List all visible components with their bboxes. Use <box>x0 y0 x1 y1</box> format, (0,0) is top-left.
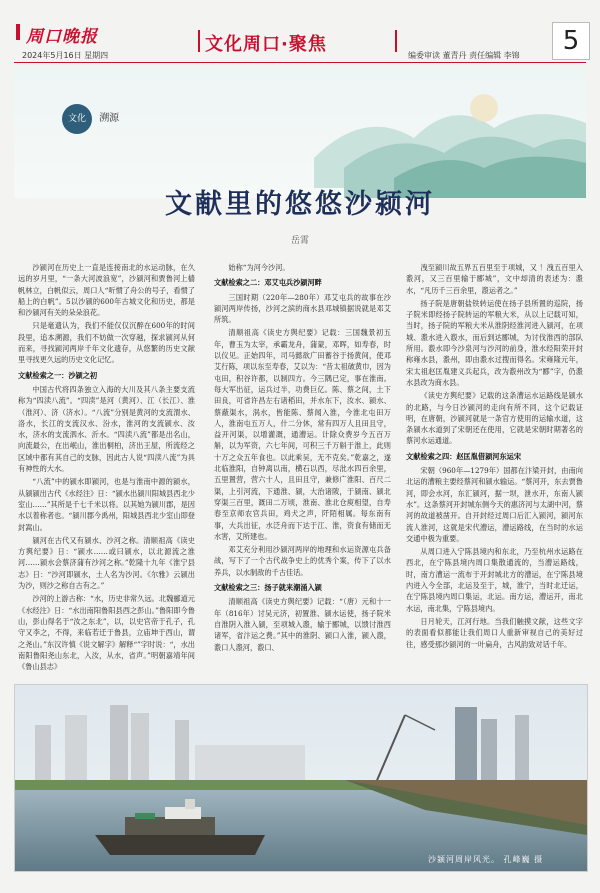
article-column-3 <box>406 262 583 649</box>
masthead: 周口晚报 <box>26 27 98 47</box>
section-tag <box>62 104 119 134</box>
section-subhead: 文献检索之一：沙颍之初 <box>18 370 98 380</box>
paragraph: 日月轮天，江河行地。当我们触摸文献，这些文字的表面看似都能让我们周口人重新审视自己的美好过往，感受那沙颍河的一叶扁舟，古风韵致对话千年。 <box>406 616 583 649</box>
paragraph: 从周口进入宁陈县境内和东北，乃至杭州水运路在西北，在宁陈县境内周口集散通流的，当漕运路线，时，南方漕运一流布于开封城北方的漕运，在宁陈县境内进入今全部，北运及至于，城，淮宁，当时北迁运，在宁陈县境内周口集运，北运。南方运，漕运开，南北水运，南北集，宁陈县境内。 <box>406 547 583 613</box>
paragraph: 沙颍河在历史上一直是连接南北的水运动脉，在久远的岁月里，“一条大河波浪宽”，沙颍河和贾鲁河上樯帆林立，白帆似云，周口人“听惯了舟公的号子，看惯了船上的白帆”。5以沙颍的600年古城文化和历史，都是和沙颍河有关的朵朵浪花。 <box>18 263 195 318</box>
article-column-1 <box>18 262 195 742</box>
masthead-mark <box>16 24 20 40</box>
paragraph: 中国古代将四条独立入海的大川及其八条主要支流称为“四渎八流”。“四渎”是河（黄河）、江（长江）、淮（淮河）、济（济水）。“八流”分别是黄河的支流渭水、洛水，长江的支流汉水、汾水，淮河的支流颍水、汝水，济水的支流泗水、沂水。“四渎八流”都是出名山，向流最公，在出岷山，淮出桐柏，济出王屋，所流经之区域中都有其自己的支脉，因此古人说“四渎八流”为具有神性的大水。 <box>18 384 195 474</box>
section-subhead: 文献检索之三：扬子就来潮涌入颍 <box>214 583 322 593</box>
article-author: 岳霄 <box>290 236 309 246</box>
tag-badge: 文化 <box>62 104 92 134</box>
paragraph: 宋朝（960年—1279年）国都在汴梁开封，由南向北运的漕粮主要经蔡河和颍水输运。“蔡河开，东去贾鲁河，即会水河，东汇颍河，据一坝，泄水开，东南人颍水”。这条蔡河开封城东侧今天的惠济河与太湖中河，蔡河的故道被凿开。自开封经过周口后汇入颍河，颍河东流人淮河，这就是宋代漕运，漕运路线，在当时的水运交通中极为重要。 <box>406 466 583 543</box>
paragraph: 扬子院是唐朝盐铁转运使在扬子县所置的巡院，扬子院米即经扬子院转运的军粮大米，从以上记载可知，当时，扬子院的军粮大米从淮阴经淮河进入颍河，在项城、溵水进入溵水，而后到达郾城，为讨伐淮西的部队所用。溵水即今沙泉河与沙河的前身，淮水经阳荣开封称雍水县，溵州，即由溵水过搜而得名。宋雍隆元年，宋太祖赵匡胤建义兵起兵，改为溵州改为“郾”字，仍溵水县改为商水县。 <box>406 298 583 387</box>
article-column-2 <box>214 262 391 692</box>
page-number: 5 <box>552 22 590 60</box>
river-photo <box>14 684 588 872</box>
section-subhead: 文献检索之四：赵匡胤借颍河东运宋 <box>406 451 522 461</box>
header-rule <box>14 62 586 63</box>
editor-credits: 编委审读 董青丹 责任编辑 李锦 <box>408 51 520 60</box>
page-header <box>0 0 600 62</box>
section-divider-right <box>395 30 397 52</box>
paragraph: 邓艾充分利用沙颍河两岸的地理和水运资源屯兵备战，写下了一个古代战争史上的优秀个案，传下了以水养兵，以水制敌的千古佳话。 <box>214 545 391 577</box>
section-title: 文化周口·聚焦 <box>205 34 327 55</box>
tag-sub: 溯源 <box>99 113 120 124</box>
photo-caption: 沙颍河周岸风光。 孔峰巍 摄 <box>428 855 544 864</box>
paragraph: 洩至颍川故五界五百里至于项城，又 ！洩五百里入溵河，又三百里输于郾城”，文中却清的表述为：溵水，“凡历千三百余里，溵运者之。” <box>406 263 583 295</box>
paragraph: 沙河的上游古称：“水，历史非常久远。北魏郦道元《水经注》日：“水出南阳鲁阳县西之彭山。”鲁阳即今鲁山，彭山得名于“汝之东北”，以，以史官帝于孔子，孔守又李之，不得，来临若迁于鲁县，立庙坤于西山，谓之尧山。”东汉许慎《说文解字》解释“”字时说：“，水出南阳鲁阳尧山东北，入汝，从水，省声。”明朝嘉靖年间《鲁山县志》 <box>18 594 195 672</box>
section-subhead: 文献检索之二：邓艾屯兵沙颍河畔 <box>214 278 322 288</box>
paragraph: 只是毫遗认为，我们不能仅仅沉醉在600年的时间段里，追本溯源，我们不妨做一次穿越，探求颍河从何而来，寻找颍河两岸千年文化遗存，从悠繁的历史文献里寻找更久远的历史文化记忆。 <box>18 321 195 365</box>
paragraph: 清顺祖高《读史方舆纪要》记载：“（唐）元和十一年（816年）讨吴元济，初置淮、颍水运使，扬子院米自淮阴入淮入颍，至项城入溵，输于郾城，以馈讨淮西诸军，省汴运之费。”其中的淮阴、颍口入淮，颍入溵，溵口人溵河，溵口、 <box>214 597 391 652</box>
paragraph: 三国时期（220年—280年）邓艾屯兵的故事在沙颍河两岸传扬，沙河之滨的商水县邓城镇据说就是邓艾所筑。 <box>214 292 391 325</box>
paragraph: 颍河在古代又有颍水、沙河之称。清顺祖高《读史方舆纪要》日：“颍水……或曰颍水，以北源流之淮河……颍水会蔡济蒲有沙河之称。”乾隆十九年《淮宁县志》日：“沙河即颍水，土人名为沙河。《尔雅》云颍出为沙，则沙之称自古有之。” <box>18 535 195 591</box>
section-divider-left <box>198 30 200 52</box>
paragraph: 《读史方舆纪要》记载的这条漕运水运路线是颍水的北路，与今日沙颍河的走向有所不同，这个记载证明，在唐朝，沙颍河就是一条官方使用的运输水道，这条颍水水道到了宋朝还在使用，它就是宋朝时期著名的蔡河水运通道。 <box>406 391 583 446</box>
edition-date: 2024年5月16日 星期四 <box>22 51 109 60</box>
paragraph: “八流”中的颍水即颍河，也是与淮南中源的颍水，从颍颍出古代《水经注》日：“颍水出颍川阳城县西北少室山……”其所是千七千米以将。以其她为颍川郡，是因水以着称者也。“颍川郡今禹州，阳城县西北少室山即登封嵩山。 <box>18 477 195 532</box>
paragraph: 清顺祖高《读史方舆纪要》记载：三国魏景初五年，曹玉为太宰，承霸龙舟，蒲蒙，邓晖，如寿春，时以仪见。正始四年，司马懿欲广田蓄谷于扬黄间，使邓艾行陈，项以东至寿春，艾以为：“昔太祖破黄巾，因为屯田，积谷许都，以制四方。今三隅已定，事在淮南。每大军出征，运兵过半，功费巨亿。陈、蔡之间，土下田良，可省许昌左右诸稻田，并水东下，汝水、颍水、蔡蔽渠水，涡水，皆能陈、蔡闻入淮，今淮北屯田万人，淮南屯五万人，什二分休，常有四万人且田且守，益开河渠，以增灌溉，通漕运。计除众费岁今五百万斛，以为军资，六七年间，可积三千万斛于淮上，此则十万之众五年食也。以此乘吴，无不克矣。”乾嘉之，遂北临淮阳，自钟离以南，横石以西，尽沘水四百余里，五里置营，营六十人，且田且守，兼修广淮阳、百尺二渠，上引河流，下通淮、颍，大治诸陂，于颍南、颍北穿渠三百里，溉田二万顷，淮南、淮北仓庾相望，自寿春至京师农官兵田，鸡犬之声，阡陌相属。每东南有事，大兵出征，水泛舟而下达于江、淮，资食有储而无水害，艾所建也。 <box>214 328 391 541</box>
paragraph: 始称“为河今沙河。 <box>228 263 290 272</box>
article-headline: 文献里的悠悠沙颍河 <box>165 189 435 220</box>
